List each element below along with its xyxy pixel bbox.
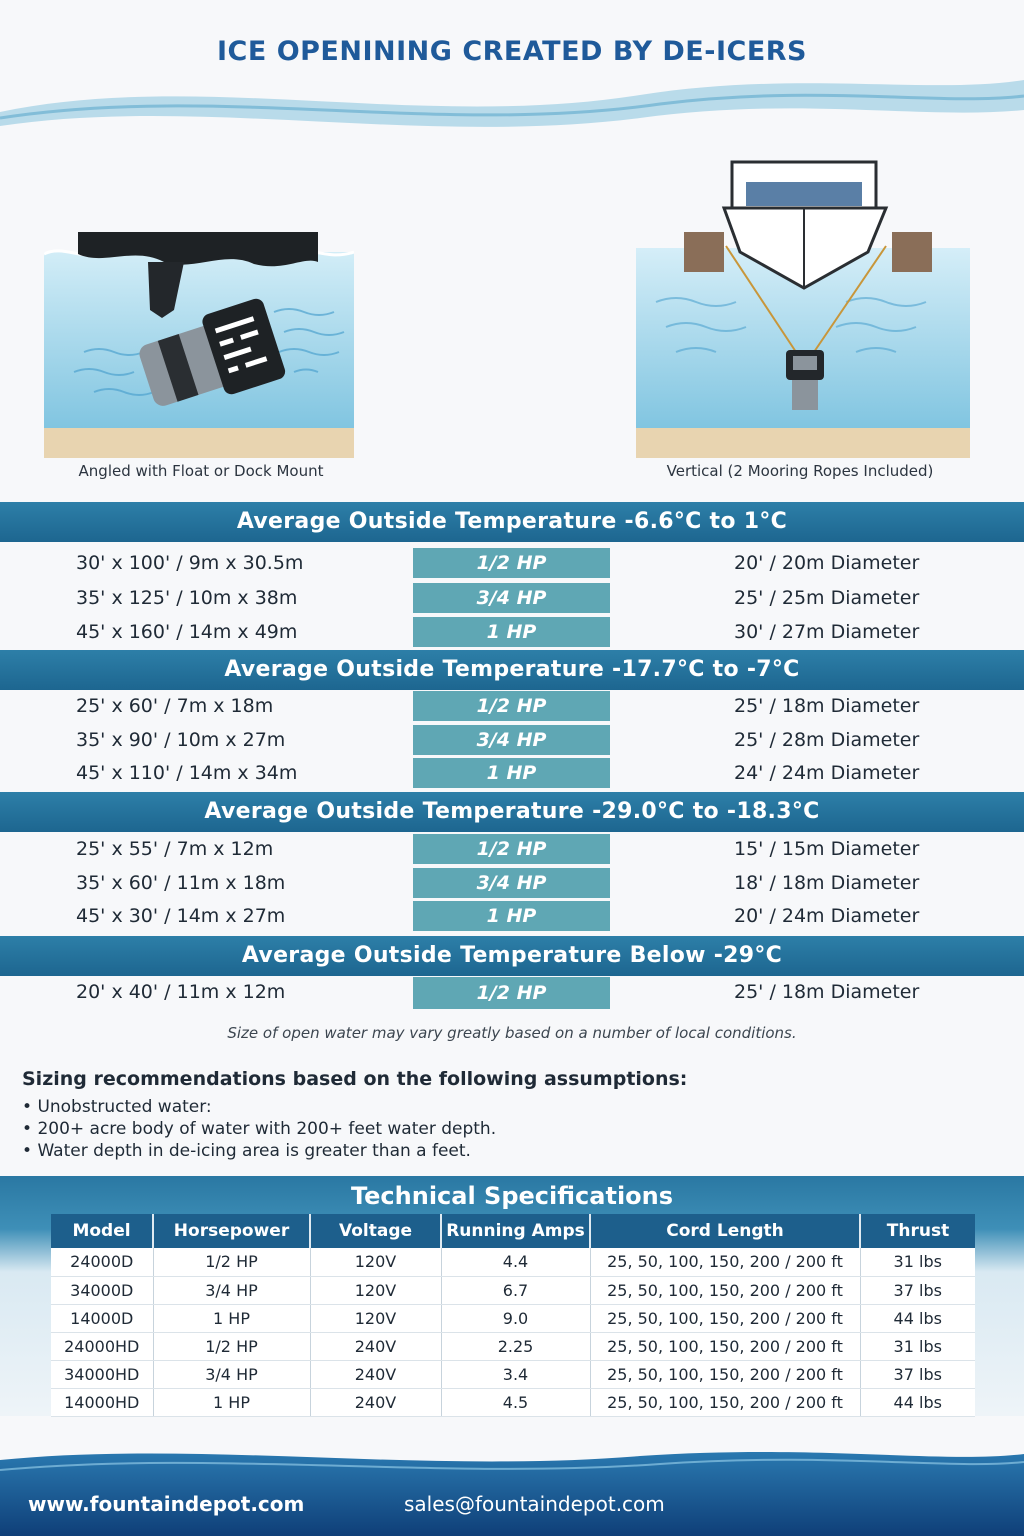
vertical-deicer-illustration xyxy=(636,152,970,458)
amps-cell: 4.5 xyxy=(441,1388,590,1416)
page-title: ICE OPENINING CREATED BY DE-ICERS xyxy=(216,36,807,67)
column-header-cord-length: Cord Length xyxy=(590,1214,860,1248)
diameter-cell: 15' / 15m Diameter xyxy=(734,838,920,860)
voltage-cell: 120V xyxy=(310,1276,441,1304)
horsepower-cell: 3/4 HP xyxy=(153,1276,310,1304)
thrust-cell: 31 lbs xyxy=(860,1332,975,1360)
list-item: • Unobstructed water: xyxy=(22,1096,496,1118)
email-link[interactable]: sales@fountaindepot.com xyxy=(404,1492,665,1516)
amps-cell: 9.0 xyxy=(441,1304,590,1332)
model-cell: 24000HD xyxy=(51,1332,153,1360)
left-illustration-caption: Angled with Float or Dock Mount xyxy=(78,462,324,480)
disclaimer-note: Size of open water may vary greatly based on a number of local conditions. xyxy=(227,1024,797,1042)
horsepower-cell: 1/2 HP xyxy=(413,834,610,864)
opening-size: 45' x 30' / 14m x 27m xyxy=(76,905,286,927)
cord-length-cell: 25, 50, 100, 150, 200 / 200 ft xyxy=(590,1248,860,1276)
diameter-cell: 20' / 20m Diameter xyxy=(734,552,920,574)
horsepower-cell: 1 HP xyxy=(413,758,610,788)
assumptions-heading: Sizing recommendations based on the following assumptions: xyxy=(22,1068,688,1090)
horsepower-cell: 1/2 HP xyxy=(413,691,610,721)
spec-header-row xyxy=(51,1214,975,1248)
table-row xyxy=(0,868,1024,898)
diameter-cell: 24' / 24m Diameter xyxy=(734,762,920,784)
table-row xyxy=(0,725,1024,755)
table-row xyxy=(0,548,1024,578)
column-header-running-amps: Running Amps xyxy=(441,1214,590,1248)
thrust-cell: 44 lbs xyxy=(860,1304,975,1332)
model-cell: 24000D xyxy=(51,1248,153,1276)
spec-table xyxy=(51,1214,975,1417)
table-row xyxy=(0,691,1024,721)
horsepower-cell: 3/4 HP xyxy=(153,1360,310,1388)
cord-length-cell: 25, 50, 100, 150, 200 / 200 ft xyxy=(590,1276,860,1304)
right-illustration-caption: Vertical (2 Mooring Ropes Included) xyxy=(666,462,934,480)
thrust-cell: 44 lbs xyxy=(860,1388,975,1416)
column-header-model: Model xyxy=(51,1214,153,1248)
horsepower-cell: 1/2 HP xyxy=(413,977,610,1009)
diameter-cell: 30' / 27m Diameter xyxy=(734,621,920,643)
cord-length-cell: 25, 50, 100, 150, 200 / 200 ft xyxy=(590,1332,860,1360)
horsepower-cell: 1/2 HP xyxy=(413,548,610,578)
opening-size: 25' x 55' / 7m x 12m xyxy=(76,838,274,860)
column-header-horsepower: Horsepower xyxy=(153,1214,310,1248)
voltage-cell: 240V xyxy=(310,1388,441,1416)
horsepower-cell: 3/4 HP xyxy=(413,868,610,898)
model-cell: 34000HD xyxy=(51,1360,153,1388)
voltage-cell: 240V xyxy=(310,1332,441,1360)
footer-wave xyxy=(0,1440,1024,1536)
opening-size: 35' x 60' / 11m x 18m xyxy=(76,872,286,894)
table-row xyxy=(0,901,1024,931)
table-row xyxy=(0,617,1024,647)
amps-cell: 4.4 xyxy=(441,1248,590,1276)
list-item: • 200+ acre body of water with 200+ feet water depth. xyxy=(22,1118,496,1140)
table-row xyxy=(0,583,1024,613)
column-header-voltage: Voltage xyxy=(310,1214,441,1248)
header-wave xyxy=(0,0,1024,140)
temperature-band-4: Average Outside Temperature Below -29°C xyxy=(0,936,1024,976)
spec-title: Technical Specifications xyxy=(350,1182,674,1210)
temperature-band-3: Average Outside Temperature -29.0°C to -18.3°C xyxy=(0,792,1024,832)
horsepower-cell: 1/2 HP xyxy=(153,1332,310,1360)
diameter-cell: 18' / 18m Diameter xyxy=(734,872,920,894)
temperature-band-1: Average Outside Temperature -6.6°C to 1°C xyxy=(0,502,1024,542)
horsepower-cell: 1 HP xyxy=(153,1388,310,1416)
opening-size: 25' x 60' / 7m x 18m xyxy=(76,695,274,717)
model-cell: 34000D xyxy=(51,1276,153,1304)
opening-size: 35' x 90' / 10m x 27m xyxy=(76,729,286,751)
diameter-cell: 25' / 18m Diameter xyxy=(734,981,920,1003)
opening-size: 45' x 160' / 14m x 49m xyxy=(76,621,298,643)
angled-deicer-illustration xyxy=(44,232,354,458)
voltage-cell: 240V xyxy=(310,1360,441,1388)
cord-length-cell: 25, 50, 100, 150, 200 / 200 ft xyxy=(590,1360,860,1388)
assumptions-list xyxy=(22,1096,496,1162)
model-cell: 14000D xyxy=(51,1304,153,1332)
cord-length-cell: 25, 50, 100, 150, 200 / 200 ft xyxy=(590,1304,860,1332)
opening-size: 30' x 100' / 9m x 30.5m xyxy=(76,552,304,574)
thrust-cell: 37 lbs xyxy=(860,1276,975,1304)
table-row xyxy=(51,1248,975,1276)
horsepower-cell: 1/2 HP xyxy=(153,1248,310,1276)
table-row xyxy=(51,1388,975,1416)
table-row xyxy=(51,1304,975,1332)
table-row xyxy=(51,1276,975,1304)
thrust-cell: 31 lbs xyxy=(860,1248,975,1276)
horsepower-cell: 1 HP xyxy=(153,1304,310,1332)
cord-length-cell: 25, 50, 100, 150, 200 / 200 ft xyxy=(590,1388,860,1416)
horsepower-cell: 3/4 HP xyxy=(413,725,610,755)
voltage-cell: 120V xyxy=(310,1304,441,1332)
opening-size: 45' x 110' / 14m x 34m xyxy=(76,762,298,784)
diameter-cell: 25' / 28m Diameter xyxy=(734,729,920,751)
column-header-thrust: Thrust xyxy=(860,1214,975,1248)
horsepower-cell: 1 HP xyxy=(413,901,610,931)
diameter-cell: 20' / 24m Diameter xyxy=(734,905,920,927)
amps-cell: 2.25 xyxy=(441,1332,590,1360)
thrust-cell: 37 lbs xyxy=(860,1360,975,1388)
diameter-cell: 25' / 25m Diameter xyxy=(734,587,920,609)
opening-size: 35' x 125' / 10m x 38m xyxy=(76,587,298,609)
voltage-cell: 120V xyxy=(310,1248,441,1276)
temperature-band-2: Average Outside Temperature -17.7°C to -7°C xyxy=(0,650,1024,690)
website-link[interactable]: www.fountaindepot.com xyxy=(28,1492,305,1516)
opening-size: 20' x 40' / 11m x 12m xyxy=(76,981,286,1003)
model-cell: 14000HD xyxy=(51,1388,153,1416)
horsepower-cell: 1 HP xyxy=(413,617,610,647)
diameter-cell: 25' / 18m Diameter xyxy=(734,695,920,717)
list-item: • Water depth in de-icing area is greater than a feet. xyxy=(22,1140,496,1162)
horsepower-cell: 3/4 HP xyxy=(413,583,610,613)
table-row xyxy=(0,758,1024,788)
table-row xyxy=(51,1332,975,1360)
amps-cell: 6.7 xyxy=(441,1276,590,1304)
amps-cell: 3.4 xyxy=(441,1360,590,1388)
table-row xyxy=(0,977,1024,1007)
table-row xyxy=(51,1360,975,1388)
table-row xyxy=(0,834,1024,864)
